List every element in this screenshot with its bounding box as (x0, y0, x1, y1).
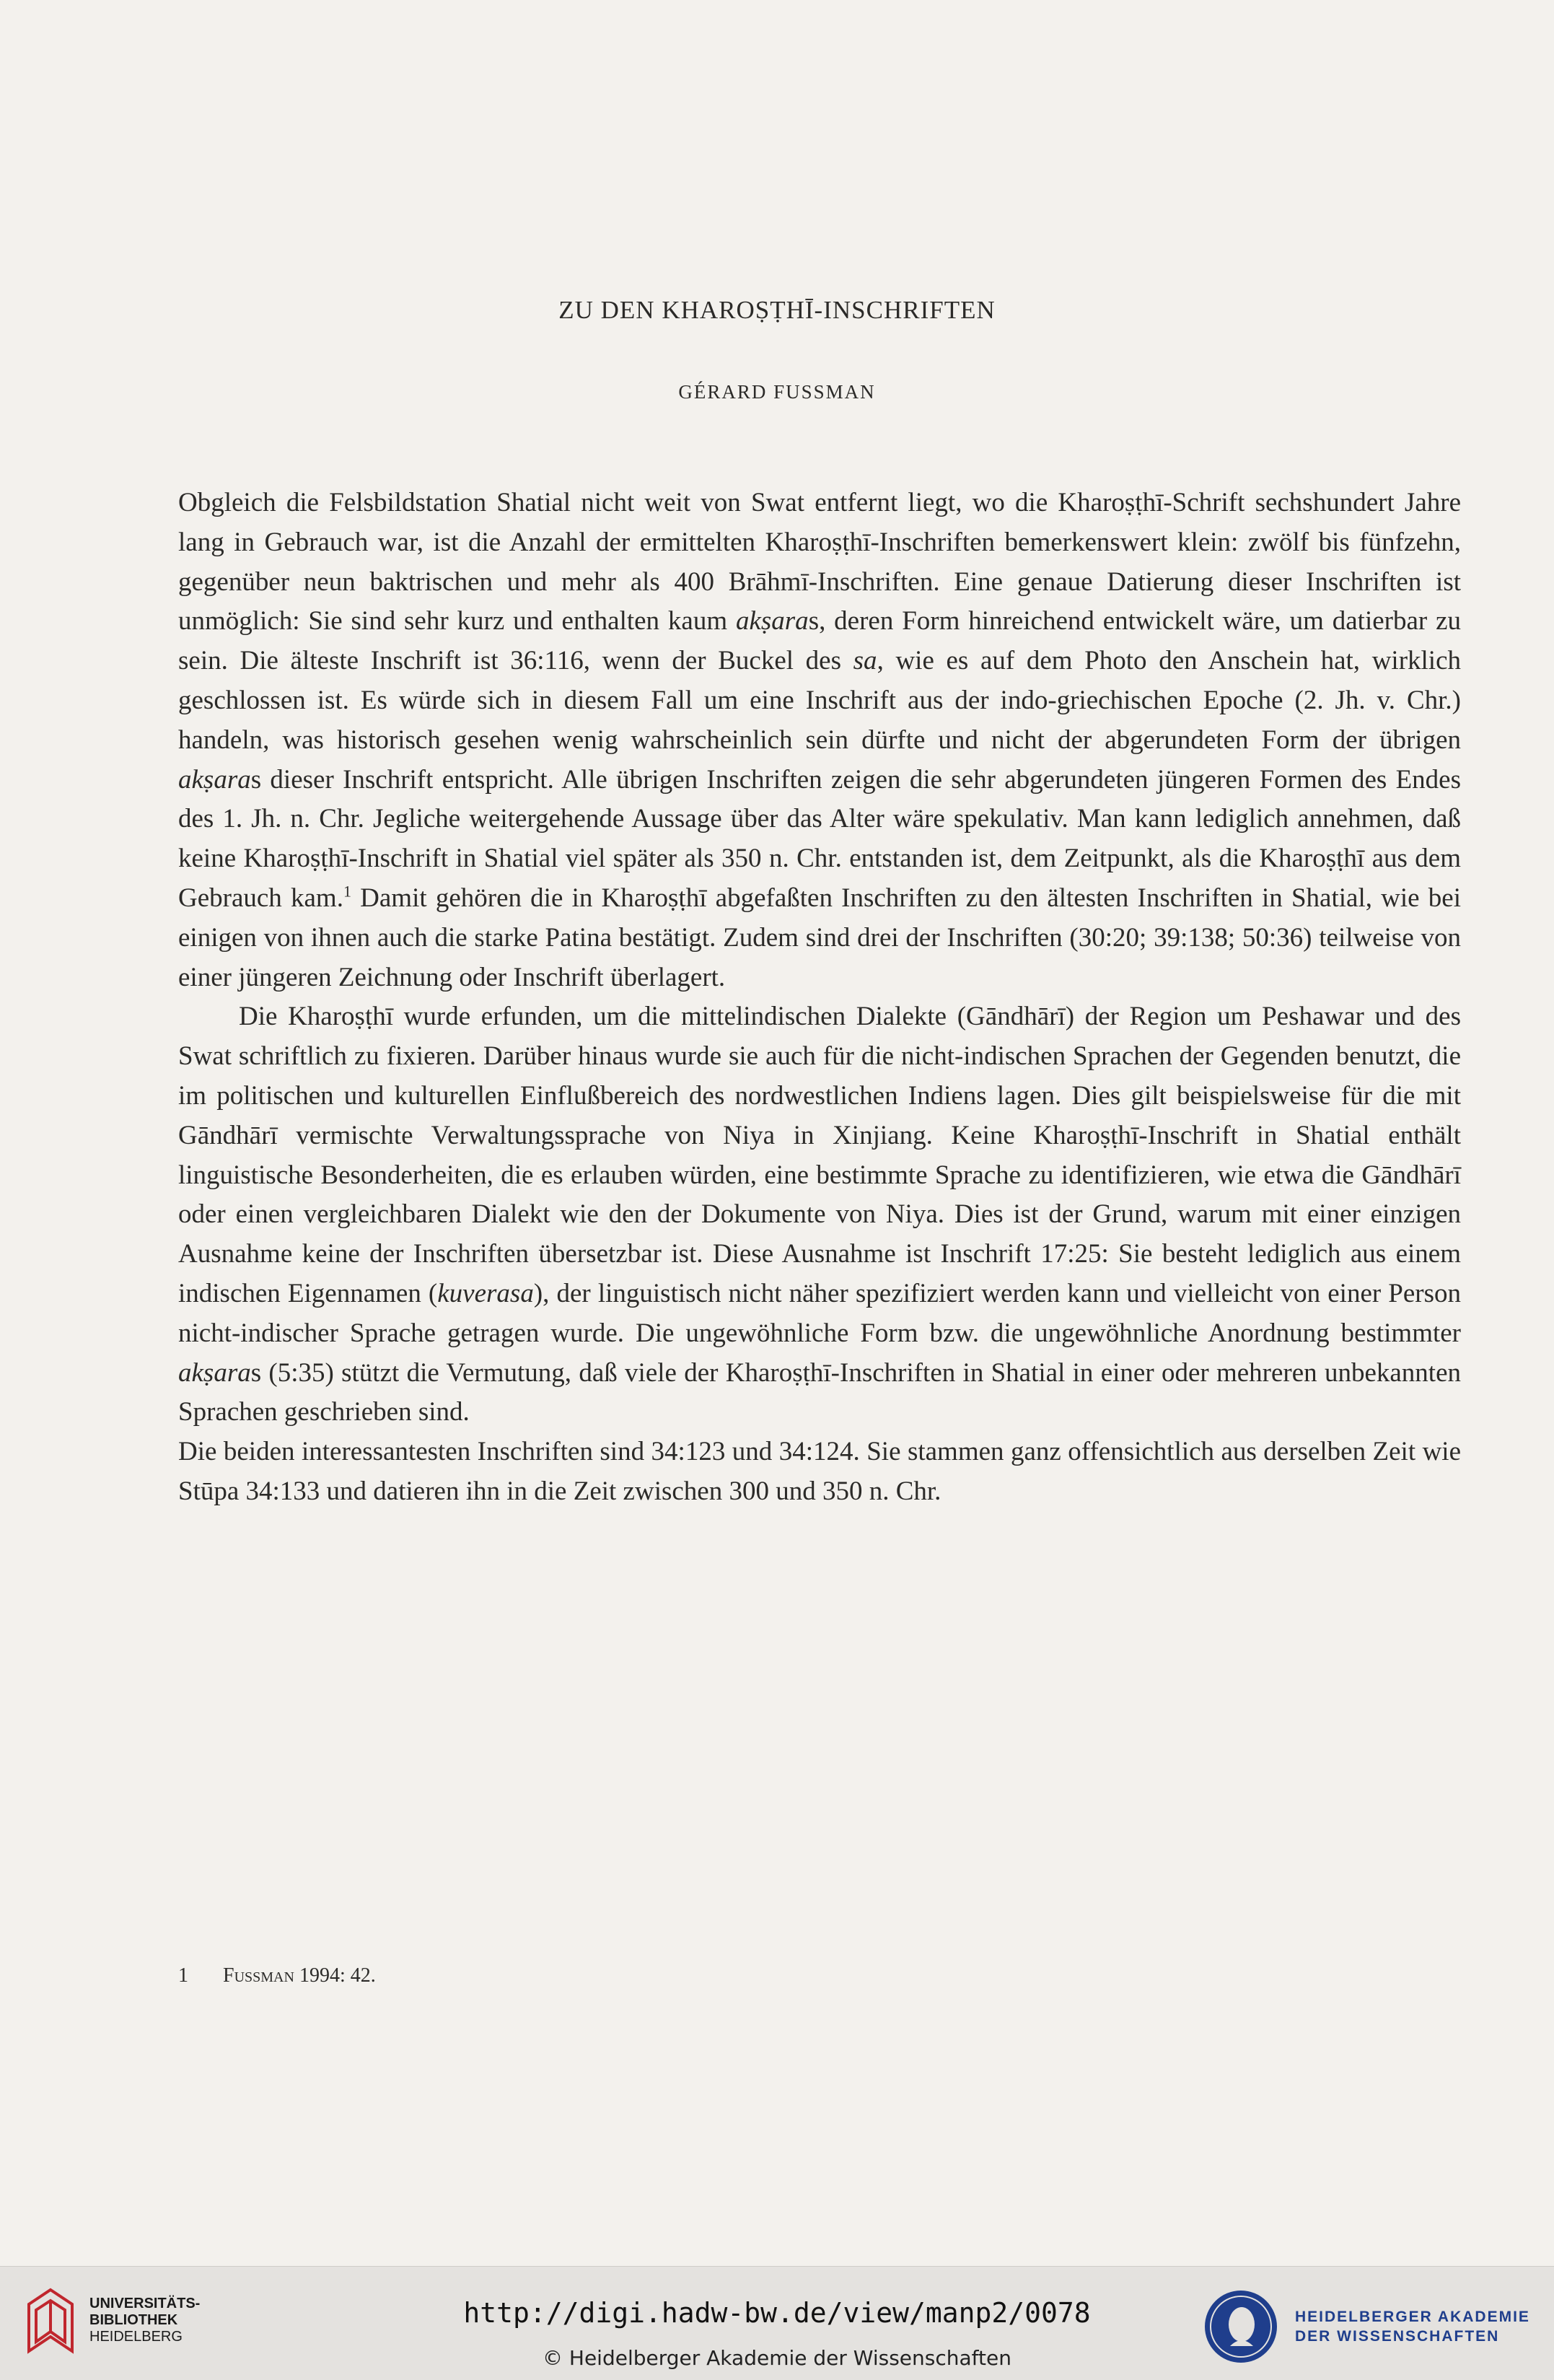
italic-term: akṣara (178, 1357, 251, 1388)
text-run: Die Kharoṣṭhī wurde erfunden, um die mittelindischen Dialekte (Gāndhārī) der Region um Peshawar und des Swat schriftlich zu fixieren. Darüber hinaus wurde sie auch für die nicht-indischen Sprachen der Gegenden benutzt, die im politischen und kulturellen Einflußbereich des nordwestlichen Indiens lagen. Dies gilt beispielsweise für die mit Gāndhārī vermischte Verwaltungssprache von Niya in Xinjiang. Keine Kharoṣṭhī-Inschrift in Shatial enthält linguistische Besonderheiten, die es erlauben würden, eine bestimmte Sprache zu identifizieren, wie etwa die Gāndhārī oder einen vergleichbaren Dialekt wie den der Dokumente von Niya. Dies ist der Grund, warum mit einer einzigen Ausnahme keine der Inschriften übersetzbar ist. Diese Ausnahme ist Inschrift 17:25: Sie besteht lediglich aus einem indischen Eigennamen ( (178, 1002, 1461, 1308)
article-author: GÉRARD FUSSMAN (678, 381, 876, 403)
text-run: Obgleich die Felsbildstation Shatial nicht weit von Swat entfernt liegt, wo die Kharoṣṭhī-Schrift sechshundert Jahre lang in Gebrauch war, ist die Anzahl der ermittelten Kharoṣṭhī-Inschriften bemerkenswert klein: zwölf bis fünfzehn, gegenüber neun baktrischen und mehr als 400 Brāhmī-Inschriften. Eine genaue Datierung dieser Inschriften ist unmöglich: Sie sind sehr kurz und enthalten kaum (178, 488, 1461, 636)
footnote-author: Fussman (223, 1964, 294, 1987)
body-paragraph-1 (178, 484, 1461, 997)
text-run: , wie es auf dem Photo den Anschein hat, wirklich geschlossen ist. Es würde sich in diesem Fall um eine Inschrift aus der indo-griechischen Epoche (2. Jh. v. Chr.) handeln, was historisch gesehen wenig wahrscheinlich sein dürfte und nicht der abgerundeten Form der übrigen (178, 646, 1461, 755)
academy-seal-icon (1201, 2287, 1281, 2366)
text-run: s (5:35) stützt die Vermutung, daß viele der Kharoṣṭhī-Inschriften in Shatial in einer oder mehreren unbekannten Sprachen geschrieben sind. (178, 1357, 1461, 1427)
footnote-reference: 1994: 42. (294, 1964, 376, 1987)
viewer-footer (0, 2266, 1554, 2380)
text-run: s dieser Inschrift entspricht. Alle übrigen Inschriften zeigen die sehr abgerundeten jüngeren Formen des Endes des 1. Jh. n. Chr. Jegliche weitergehende Aussage über das Alter wäre spekulativ. Man kann lediglich annehmen, daß keine Kharoṣṭhī-Inschrift in Shatial viel später als 350 n. Chr. entstanden ist, dem Zeitpunkt, als die Kharoṣṭhī aus dem Gebrauch kam. (178, 764, 1461, 913)
text-run: s, deren Form hinreichend entwickelt wäre, um datierbar zu sein. Die älteste Inschrift ist 36:116, wenn der Buckel des (178, 606, 1461, 676)
body-paragraph-3 (178, 1432, 1461, 1512)
italic-term: akṣara (735, 606, 809, 636)
article-title: ZU DEN KHAROṢṬHĪ-INSCHRIFTEN (558, 296, 996, 324)
footnote-reference-marker: 1 (343, 882, 351, 901)
academy-name: HEIDELBERGER AKADEMIE DER WISSENSCHAFTEN (1295, 2309, 1530, 2345)
italic-term: akṣara (178, 764, 251, 795)
copyright-notice: © Heidelberger Akademie der Wissenschaften (542, 2346, 1011, 2370)
footnote-number: 1 (178, 1964, 188, 1987)
text-run: Damit gehören die in Kharoṣṭhī abgefaßten Inschriften zu den ältesten Inschriften in Shatial, wie bei einigen von ihnen auch die starke Patina bestätigt. Zudem sind drei der Inschriften (30:20; 39:138; 50:36) teilweise von einer jüngeren Zeichnung oder Inschrift überlagert. (178, 883, 1461, 992)
article-body (178, 484, 1461, 1512)
body-paragraph-2 (178, 997, 1461, 1432)
text-run: ), der linguistisch nicht näher spezifiziert werden kann und vielleicht von einer Person nicht-indischer Sprache getragen wurde. Die ungewöhnliche Form bzw. die ungewöhnliche Anordnung bestimmter (178, 1278, 1461, 1348)
italic-term: sa (853, 646, 877, 676)
university-library-name: UNIVERSITÄTS- BIBLIOTHEK HEIDELBERG (89, 2296, 201, 2345)
italic-term: kuverasa (437, 1278, 534, 1308)
permalink-url[interactable]: http://digi.hadw-bw.de/view/manp2/0078 (463, 2297, 1091, 2329)
footnote (178, 1964, 376, 1987)
text-run: Die beiden interessantesten Inschriften sind 34:123 und 34:124. Sie stammen ganz offensichtlich aus derselben Zeit wie Stūpa 34:133 und datieren ihn in die Zeit zwischen 300 und 350 n. Chr. (178, 1437, 1461, 1506)
